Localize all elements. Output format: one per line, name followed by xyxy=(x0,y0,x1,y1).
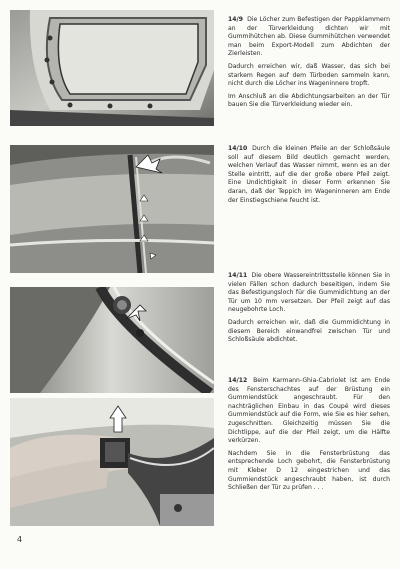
step-14-10-text xyxy=(228,145,390,209)
photo-rubber-end-piece xyxy=(10,398,214,526)
page-number: 4 xyxy=(17,535,23,544)
step-14-11-text xyxy=(228,272,390,349)
paragraph: Dadurch erreichen wir, daß die Gummidichtung in diesem Bereich einwandfrei zwischen Tür und Schloßsäule abdichtet. xyxy=(228,318,390,344)
paragraph: Beim Karmann-Ghia-Cabriolet ist am Ende des Fensterschachtes auf der Brüstung ein Gummiendstück angeschraubt. Für den nachträglichen Einbau in das Coupé wird dieses Gummiendstück auf die Form, wie Sie es hier sehen, zugeschnitten. Gleichzeitig müssen Sie die Dichtlippe, auf die der Pfeil zeigt, um die Hälfte verkürzen. xyxy=(228,377,391,445)
paragraph: Nachdem Sie in die Fensterbrüstung das entsprechende Loch gebohrt, die Fensterbrüstung mit Kleber D 12 eingestrichen und das Gummiendstück angeschraubt haben, ist durch Schließen der Tür zu prüfen . . . xyxy=(228,449,390,492)
photo-door-edge-hole xyxy=(10,287,214,393)
step-number: 14/10 xyxy=(228,145,248,152)
paragraph: Im Anschluß an die Abdichtungsarbeiten an der Tür bauen Sie die Türverkleidung wieder ein. xyxy=(228,92,390,109)
step-14-9-text xyxy=(228,16,390,114)
photo-lock-pillar-arrows xyxy=(10,145,214,273)
paragraph: Durch die kleinen Pfeile an der Schloßsäule soll auf diesem Bild deutlich gemacht werden, welchen Verlauf das Wasser nimmt, wenn es an der Stelle eintritt, auf die der große obere Pfeil zeigt. Eine Undichtigkeit in dieser Form erkennen Sie daran, daß der Teppich im Wageninneren am Ende der Einstiegschiene feucht ist. xyxy=(228,145,391,204)
paragraph: Dadurch erreichen wir, daß Wasser, das sich bei starkem Regen auf dem Türboden sammeln kann, nicht durch die Löcher ins Wageninnere tropft. xyxy=(228,62,390,88)
step-14-12-text xyxy=(228,377,390,497)
photo-door-panel-holes xyxy=(10,10,214,126)
paragraph: Die Löcher zum Befestigen der Pappklammern an der Türverkleidung dichten wir mit Gummihütchen ab. Diese Gummihütchen verwendet man beim Export-Modell zum Abdichten der Zierleisten. xyxy=(228,16,390,58)
paragraph: Die obere Wassereintrittsstelle können Sie in vielen Fällen schon dadurch beseitigen, indem Sie das Befestigungsloch für die Gummidichtung an der Tür um 10 mm versetzen. Der Pfeil zeigt auf das neugebohrte Loch. xyxy=(228,272,390,314)
step-number: 14/12 xyxy=(228,377,248,384)
step-number: 14/9 xyxy=(228,16,243,23)
step-number: 14/11 xyxy=(228,272,248,279)
